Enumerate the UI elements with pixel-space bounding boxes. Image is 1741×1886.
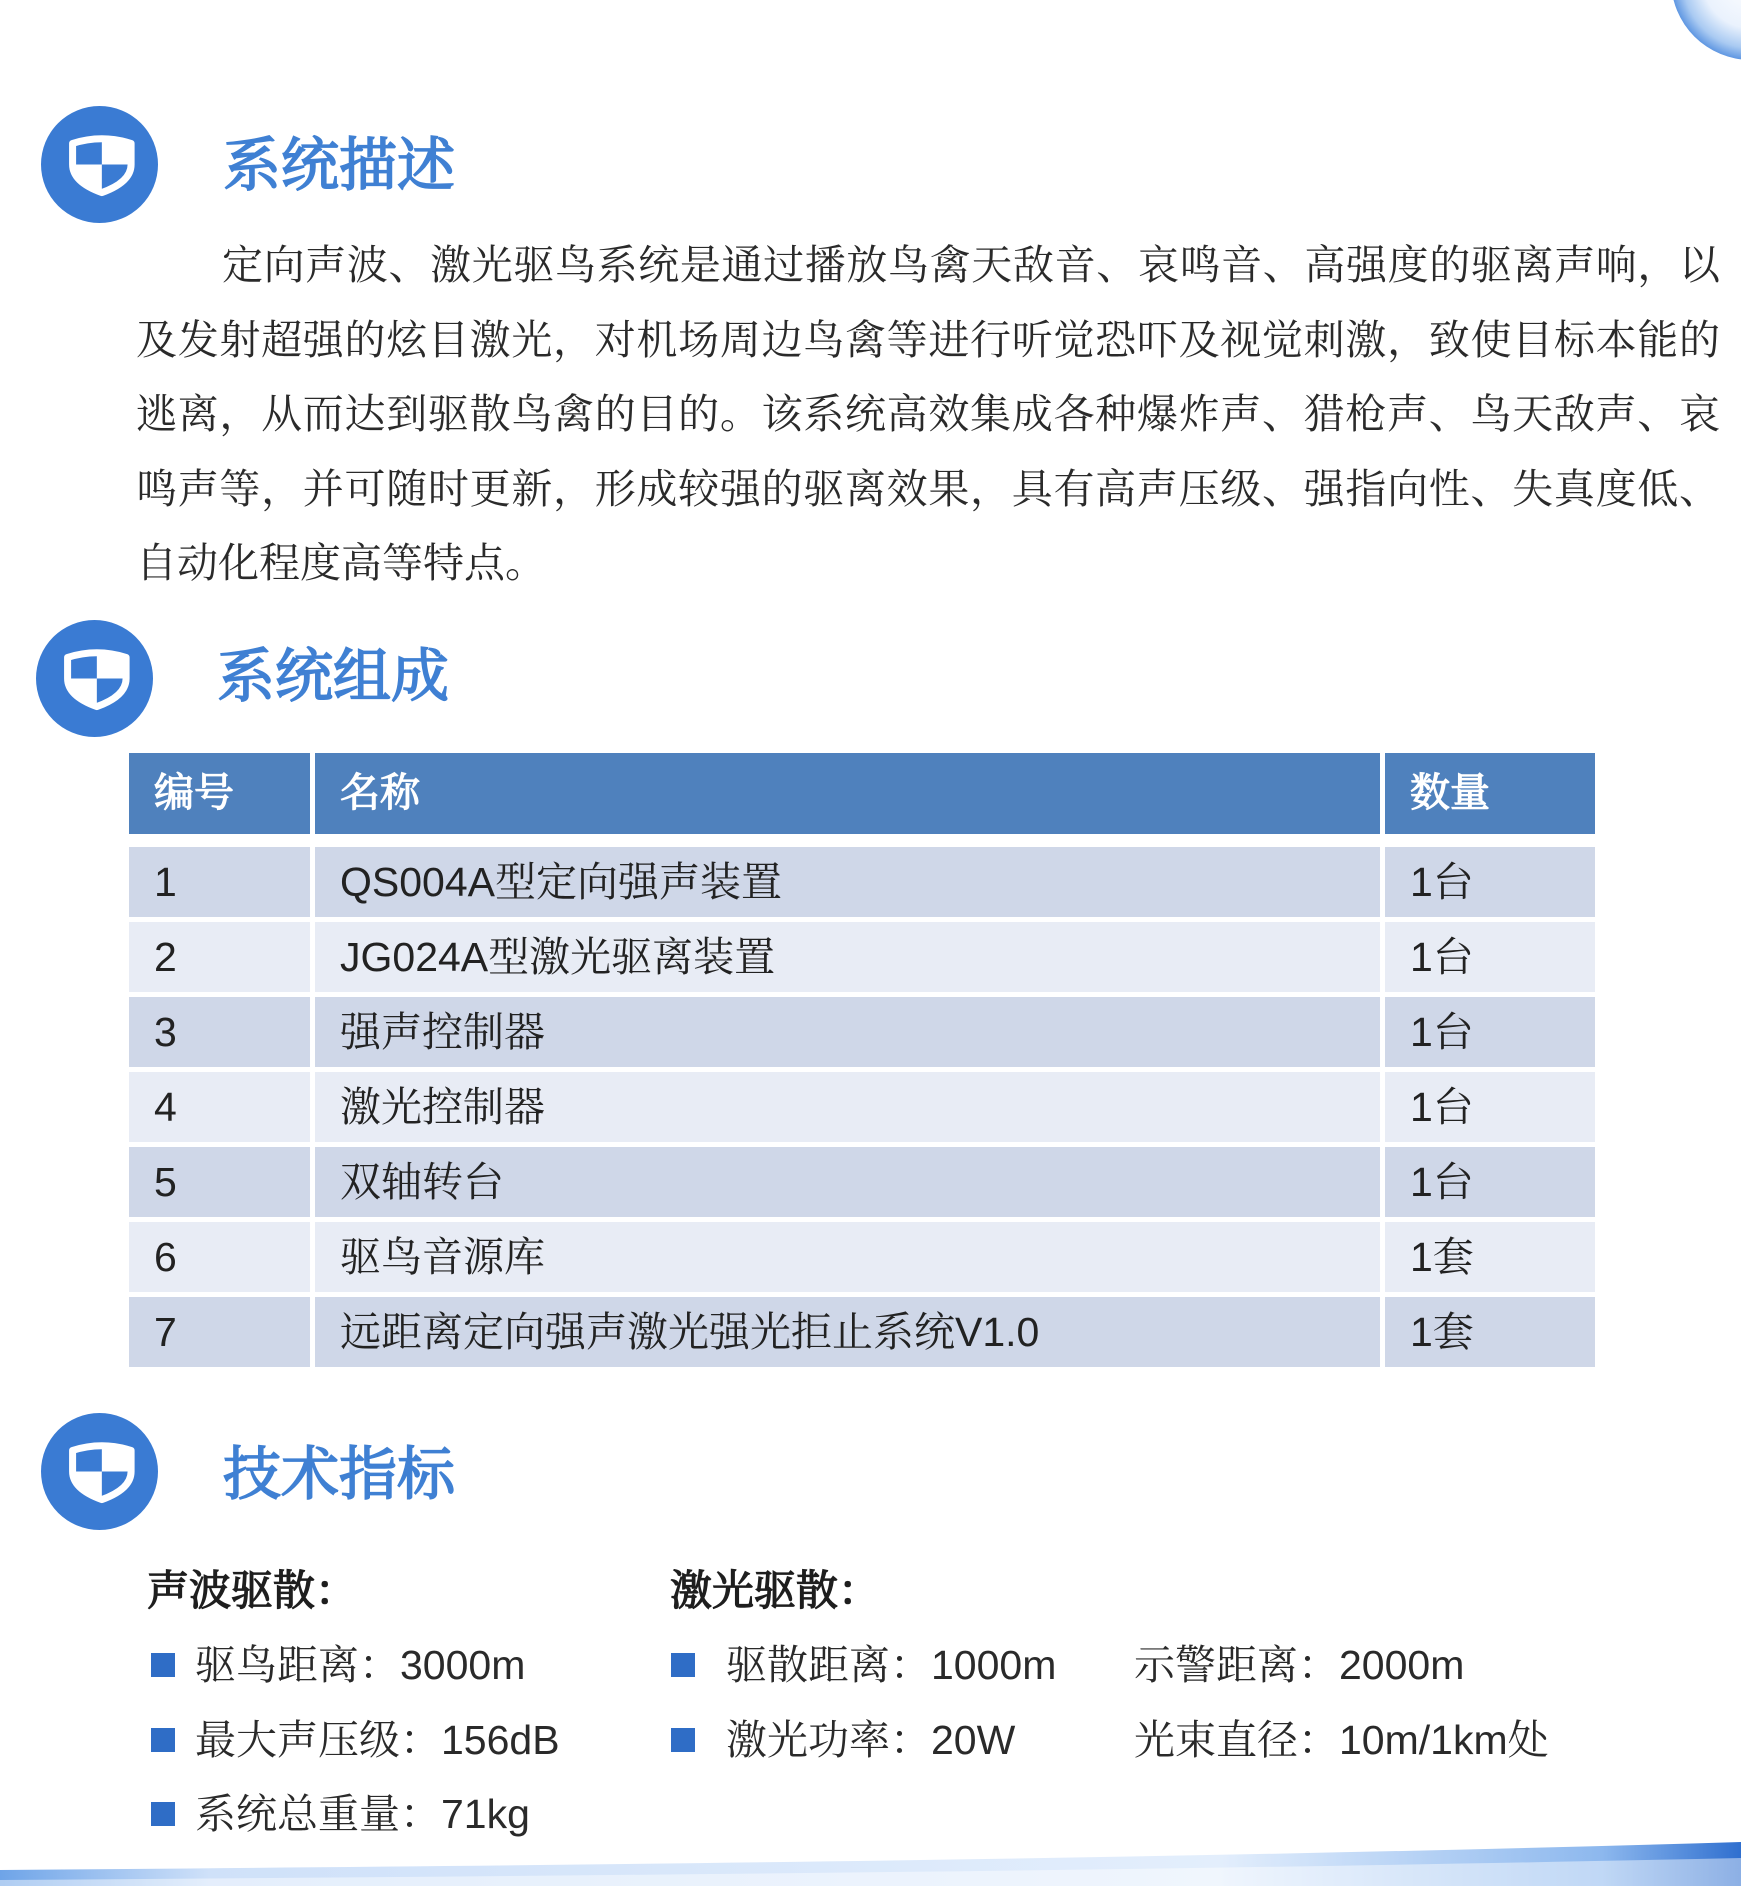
cell-name: 双轴转台 bbox=[315, 1147, 1380, 1217]
table-row bbox=[129, 997, 1595, 1067]
acoustic-spec-item: 系统总重量：71kg bbox=[195, 1791, 530, 1837]
square-bullet-icon bbox=[151, 1653, 175, 1677]
composition-title: 系统组成 bbox=[217, 644, 450, 709]
cell-quantity: 1套 bbox=[1385, 1222, 1595, 1292]
cell-number: 1 bbox=[129, 847, 310, 917]
header-cell-quantity: 数量 bbox=[1385, 753, 1595, 834]
table-header-row bbox=[129, 753, 1595, 834]
cell-name: 激光控制器 bbox=[315, 1072, 1380, 1142]
table-row bbox=[129, 1147, 1595, 1217]
cell-number: 4 bbox=[129, 1072, 310, 1142]
description-paragraph bbox=[136, 228, 1720, 601]
cell-number: 5 bbox=[129, 1147, 310, 1217]
composition-table bbox=[129, 753, 1595, 1372]
specs-shield-icon bbox=[41, 1413, 158, 1530]
description-line: 鸣声等，并可随时更新，形成较强的驱离效果，具有高声压级、强指向性、失真度低、 bbox=[136, 465, 1720, 512]
cell-name: JG024A型激光驱离装置 bbox=[315, 922, 1380, 992]
description-title: 系统描述 bbox=[223, 133, 456, 198]
description-line: 自动化程度高等特点。 bbox=[136, 540, 546, 587]
cell-quantity: 1台 bbox=[1385, 1147, 1595, 1217]
specs-title: 技术指标 bbox=[223, 1442, 456, 1507]
table-row bbox=[129, 1222, 1595, 1292]
header-cell-name: 名称 bbox=[315, 753, 1380, 834]
cell-name: 强声控制器 bbox=[315, 997, 1380, 1067]
header-cell-number: 编号 bbox=[129, 753, 310, 834]
cell-quantity: 1套 bbox=[1385, 1297, 1595, 1367]
acoustic-spec-item: 最大声压级：156dB bbox=[195, 1717, 560, 1763]
acoustic-label: 声波驱散： bbox=[147, 1567, 358, 1614]
table-row bbox=[129, 922, 1595, 992]
description-line: 逃离，从而达到驱散鸟禽的目的。该系统高效集成各种爆炸声、猎枪声、鸟天敌声、哀 bbox=[136, 391, 1720, 438]
square-bullet-icon bbox=[151, 1802, 175, 1826]
description-line: 及发射超强的炫目激光，对机场周边鸟禽等进行听觉恐吓及视觉刺激，致使目标本能的 bbox=[136, 316, 1720, 363]
cell-quantity: 1台 bbox=[1385, 1072, 1595, 1142]
laser-spec-item-secondary: 光束直径：10m/1km处 bbox=[1134, 1717, 1549, 1763]
cell-quantity: 1台 bbox=[1385, 847, 1595, 917]
composition-shield-icon bbox=[36, 620, 153, 737]
laser-spec-item: 激光功率：20W bbox=[726, 1717, 1016, 1763]
cell-name: 远距离定向强声激光强光拒止系统V1.0 bbox=[315, 1297, 1380, 1367]
cell-name: 驱鸟音源库 bbox=[315, 1222, 1380, 1292]
acoustic-spec-item: 驱鸟距离：3000m bbox=[195, 1642, 526, 1688]
cell-name: QS004A型定向强声装置 bbox=[315, 847, 1380, 917]
cell-number: 7 bbox=[129, 1297, 310, 1367]
cell-number: 3 bbox=[129, 997, 310, 1067]
corner-arc-decoration bbox=[1651, 0, 1741, 64]
cell-quantity: 1台 bbox=[1385, 922, 1595, 992]
table-row bbox=[129, 1297, 1595, 1367]
table-row bbox=[129, 1072, 1595, 1142]
square-bullet-icon bbox=[151, 1728, 175, 1752]
laser-label: 激光驱散： bbox=[670, 1567, 881, 1614]
laser-spec-item: 驱散距离：1000m bbox=[726, 1642, 1057, 1688]
cell-number: 2 bbox=[129, 922, 310, 992]
square-bullet-icon bbox=[671, 1653, 695, 1677]
square-bullet-icon bbox=[671, 1728, 695, 1752]
cell-quantity: 1台 bbox=[1385, 997, 1595, 1067]
description-line: 定向声波、激光驱鸟系统是通过播放鸟禽天敌音、哀鸣音、高强度的驱离声响，以 bbox=[222, 242, 1720, 288]
cell-number: 6 bbox=[129, 1222, 310, 1292]
description-shield-icon bbox=[41, 106, 158, 223]
table-row bbox=[129, 847, 1595, 917]
laser-spec-item-secondary: 示警距离：2000m bbox=[1134, 1642, 1465, 1688]
